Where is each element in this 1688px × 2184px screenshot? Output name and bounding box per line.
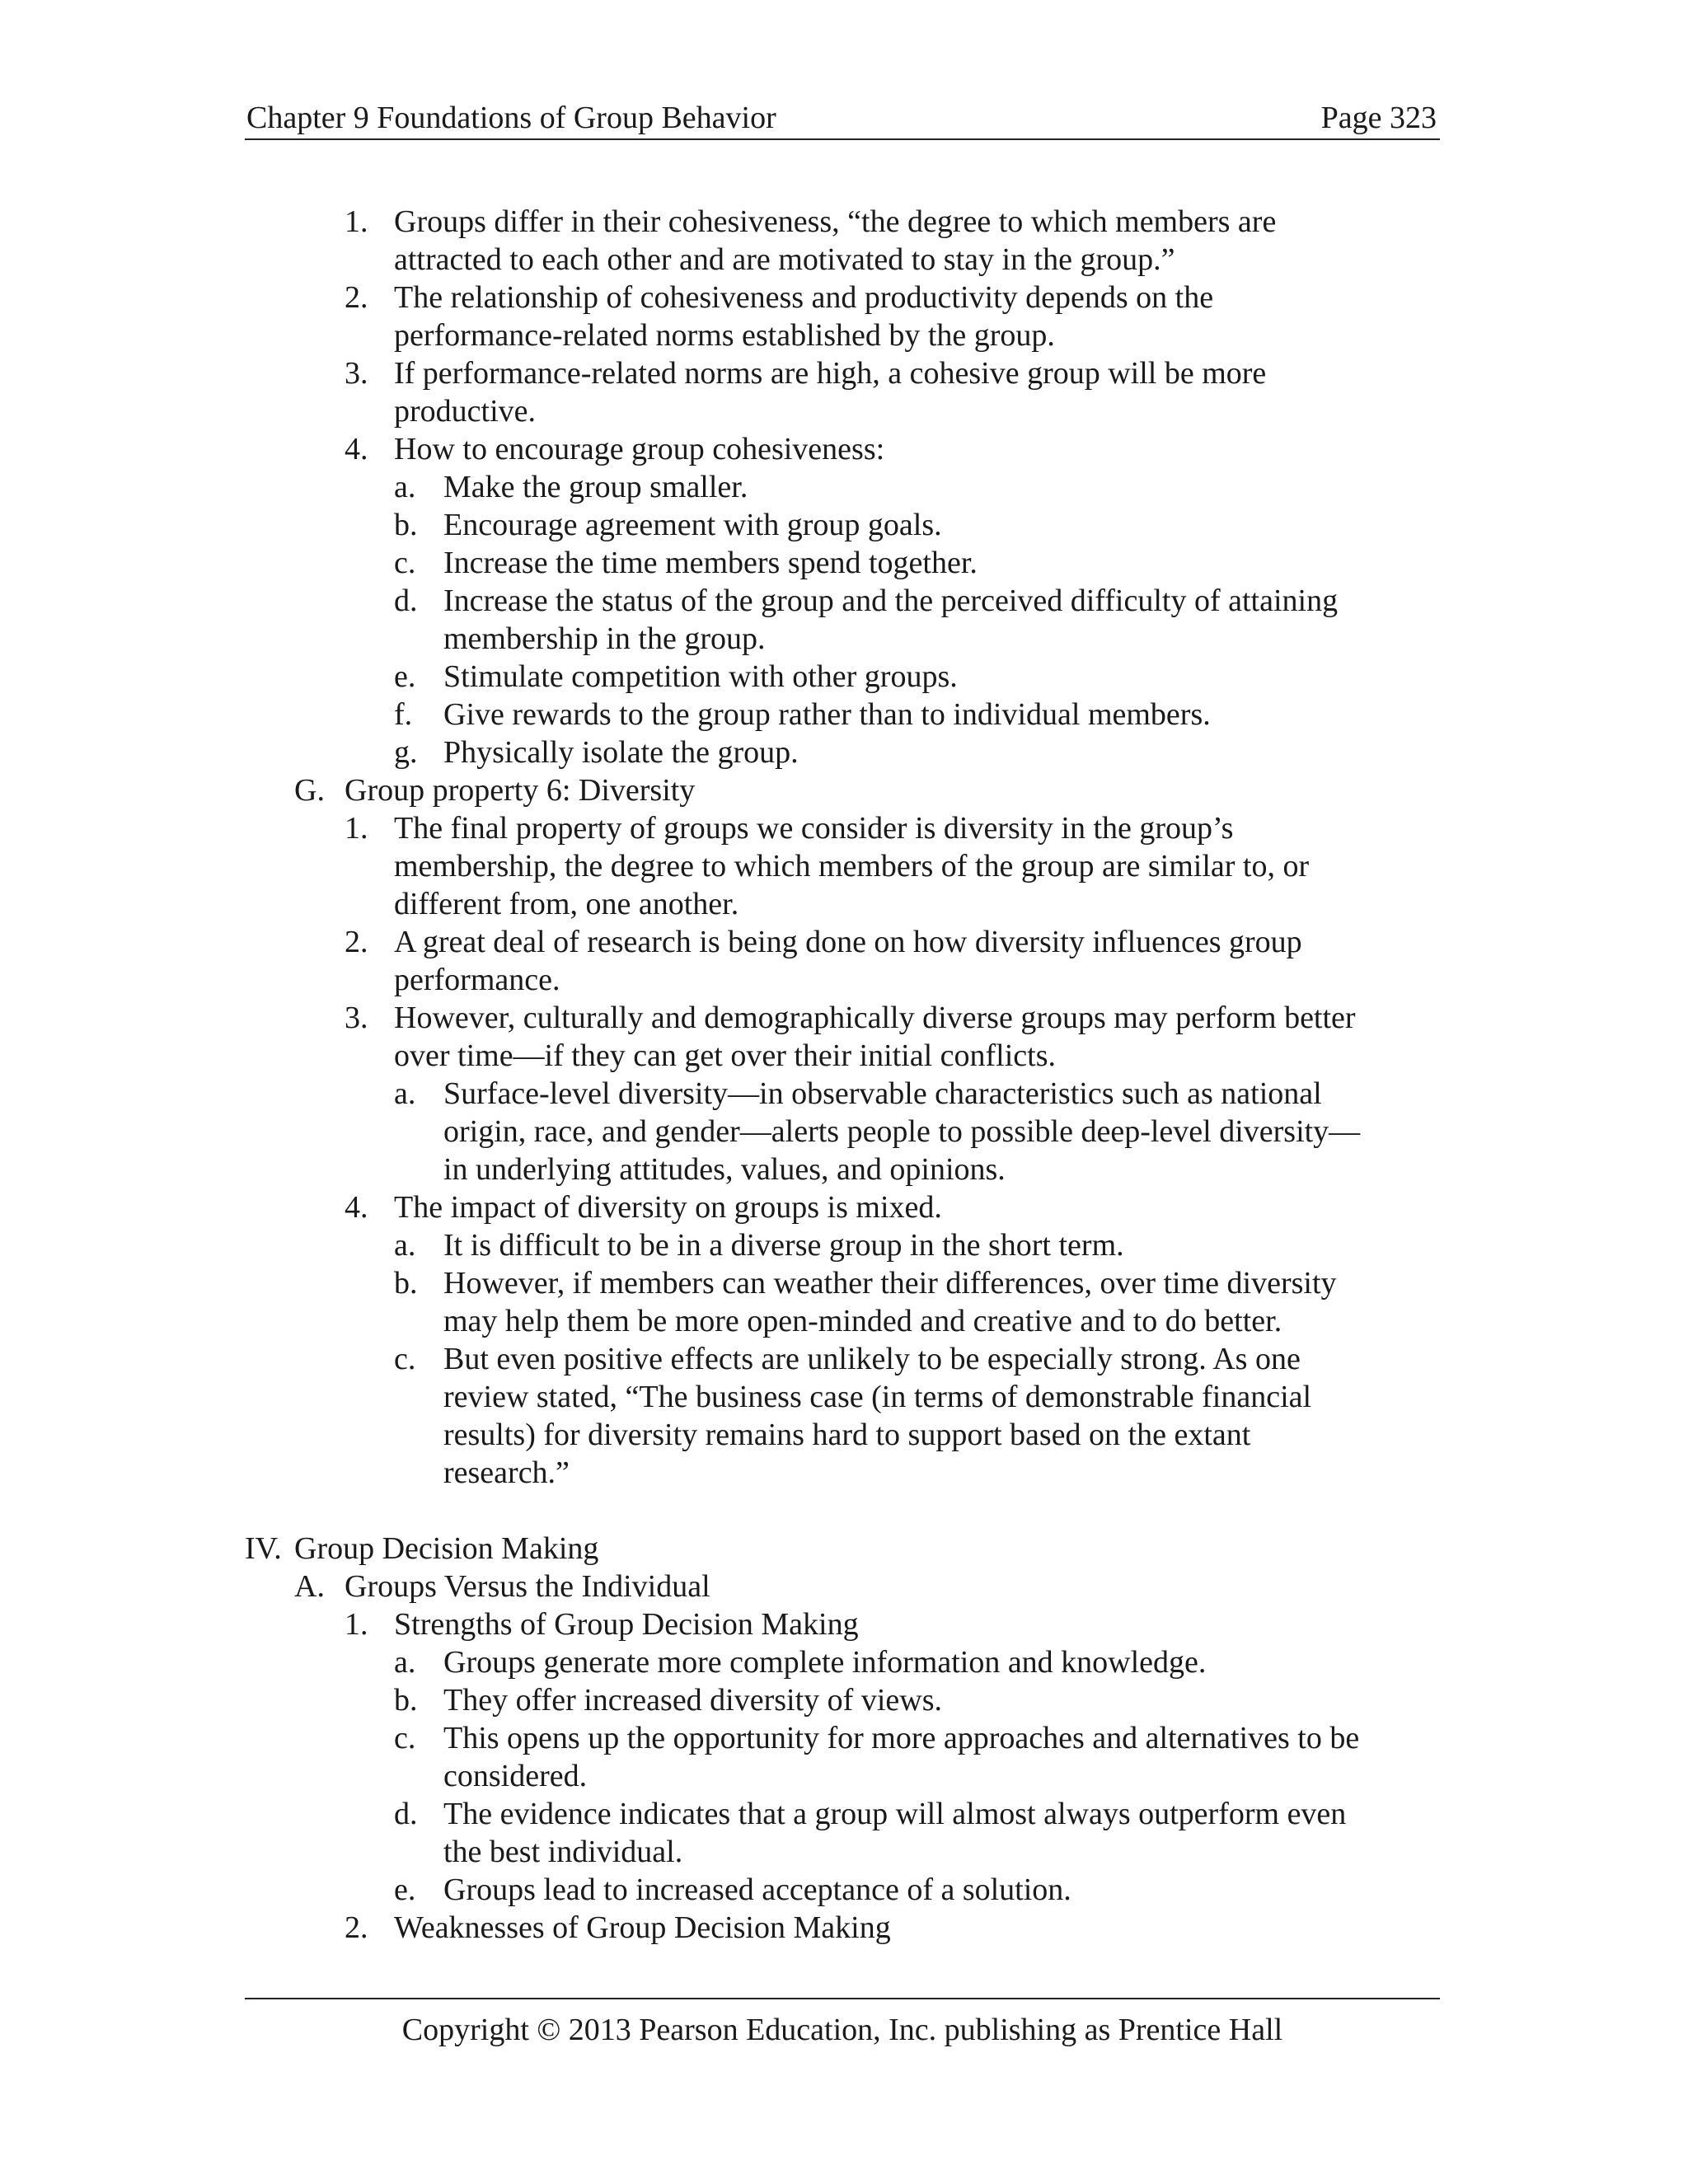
outline-line [0,1909,1688,1947]
outline-line [0,847,1688,885]
list-item-text: A great deal of research is being done on how diversity influences group [394,925,1302,959]
list-item-text: Give rewards to the group rather than to individual members. [443,697,1211,732]
outline-line [0,1075,1688,1113]
list-item-text: Groups differ in their cohesiveness, “the degree to which members are [394,204,1277,239]
outline-line [0,1264,1688,1302]
list-marker: 4. [345,1190,368,1225]
list-item-text: Increase the time members spend together. [443,546,978,580]
list-marker: d. [394,583,418,618]
list-marker: 1. [345,1607,368,1642]
list-item-text: Groups lead to increased acceptance of a solution. [443,1872,1071,1907]
outline-line [0,771,1688,809]
list-item-text: Make the group smaller. [443,470,748,504]
list-marker: 3. [345,1001,368,1035]
blank-line [0,1492,1688,1530]
list-marker: b. [394,1683,418,1718]
outline-line [0,658,1688,696]
list-item-text: However, culturally and demographically diverse groups may perform better [394,1001,1356,1035]
list-marker: A. [294,1569,325,1604]
list-item-text: The evidence indicates that a group will almost always outperform even [443,1797,1347,1831]
list-marker: a. [394,1645,416,1680]
list-item-text: Strengths of Group Decision Making [394,1607,859,1642]
list-marker: 3. [345,356,368,391]
list-item-text: in underlying attitudes, values, and opinions. [443,1152,1006,1187]
outline-line [0,733,1688,771]
outline-line [0,392,1688,430]
outline-line [0,1037,1688,1075]
outline-line [0,1643,1688,1681]
chapter-title: Chapter 9 Foundations of Group Behavior [246,101,776,135]
outline-line [0,1226,1688,1264]
list-item-text: performance. [394,963,560,997]
list-item-text: the best individual. [443,1835,683,1869]
list-item-text: The relationship of cohesiveness and productivity depends on the [394,280,1214,315]
list-item-text: considered. [443,1759,588,1793]
outline-line [0,620,1688,658]
outline-line [0,1302,1688,1340]
list-marker: g. [394,735,418,770]
list-item-text: Weaknesses of Group Decision Making [394,1910,891,1945]
list-marker: e. [394,1872,416,1907]
list-item-text: attracted to each other and are motivated to stay in the group.” [394,242,1175,277]
list-item-text: membership, the degree to which members of the group are similar to, or [394,849,1310,883]
outline-line [0,809,1688,847]
outline-line [0,696,1688,733]
list-item-text: performance-related norms established by the group. [394,318,1055,353]
outline-line [0,544,1688,582]
outline-line [0,468,1688,506]
list-marker: d. [394,1797,418,1831]
document-body [0,203,1688,1947]
outline-line [0,885,1688,923]
outline-line [0,1605,1688,1643]
outline-line [0,1113,1688,1151]
list-marker: 4. [345,432,368,466]
list-item-text: Stimulate competition with other groups. [443,659,958,694]
list-marker: a. [394,1228,416,1263]
list-item-text: may help them be more open-minded and creative and to do better. [443,1304,1282,1338]
list-item-text: Encourage agreement with group goals. [443,508,942,542]
list-marker: IV. [245,1531,282,1566]
outline-line [0,1568,1688,1605]
list-marker: 2. [345,1910,368,1945]
copyright-notice: Copyright © 2013 Pearson Education, Inc. publishing as Prentice Hall [401,2013,1283,2047]
outline-line [0,1681,1688,1719]
list-marker: c. [394,1721,416,1755]
list-item-text: Group Decision Making [294,1531,599,1566]
outline-line [0,506,1688,544]
list-item-text: review stated, “The business case (in terms of demonstrable financial [443,1380,1312,1414]
list-item-text: Groups Versus the Individual [345,1569,710,1604]
list-item-text: research.” [443,1455,570,1490]
list-item-text: different from, one another. [394,887,739,921]
list-marker: 2. [345,925,368,959]
outline-line [0,316,1688,354]
outline-line [0,241,1688,279]
list-marker: 1. [345,204,368,239]
outline-line [0,923,1688,961]
list-item-text: over time—if they can get over their initial conflicts. [394,1038,1057,1073]
list-item-text: productive. [394,394,537,429]
outline-line [0,1871,1688,1909]
list-marker: a. [394,470,416,504]
list-marker: c. [394,1342,416,1376]
outline-line [0,1340,1688,1378]
page-number: Page 323 [1320,101,1437,135]
list-item-text: origin, race, and gender—alerts people to possible deep-level diversity— [443,1114,1361,1149]
list-marker: 2. [345,280,368,315]
outline-line [0,203,1688,241]
list-item-text: results) for diversity remains hard to support based on the extant [443,1418,1251,1452]
list-item-text: They offer increased diversity of views. [443,1683,942,1718]
page-header [245,97,1440,140]
outline-line [0,1188,1688,1226]
outline-line [0,1757,1688,1795]
list-marker: G. [294,773,325,808]
outline-line [0,279,1688,316]
list-item-text: membership in the group. [443,621,766,656]
list-item-text: This opens up the opportunity for more approaches and alternatives to be [443,1721,1360,1755]
outline-line [0,1454,1688,1492]
list-item-text: Group property 6: Diversity [345,773,696,808]
outline-line [0,430,1688,468]
outline-line [0,1719,1688,1757]
outline-line [0,1530,1688,1568]
list-marker: a. [394,1076,416,1111]
list-marker: 1. [345,811,368,846]
list-item-text: The impact of diversity on groups is mixed. [394,1190,942,1225]
outline-line [0,1833,1688,1871]
list-item-text: But even positive effects are unlikely to be especially strong. As one [443,1342,1301,1376]
list-item-text: How to encourage group cohesiveness: [394,432,885,466]
list-marker: f. [394,697,413,732]
list-marker: e. [394,659,416,694]
outline-line [0,1151,1688,1188]
list-item-text: It is difficult to be in a diverse group in the short term. [443,1228,1124,1263]
outline-line [0,1416,1688,1454]
list-marker: c. [394,546,416,580]
list-item-text: However, if members can weather their differences, over time diversity [443,1266,1337,1301]
outline-line [0,999,1688,1037]
list-item-text: The final property of groups we consider is diversity in the group’s [394,811,1234,846]
list-item-text: If performance-related norms are high, a cohesive group will be more [394,356,1267,391]
list-marker: b. [394,1266,418,1301]
list-item-text: Surface-level diversity—in observable characteristics such as national [443,1076,1322,1111]
outline-line [0,1378,1688,1416]
list-item-text: Groups generate more complete information and knowledge. [443,1645,1207,1680]
outline-line [0,354,1688,392]
outline-line [0,961,1688,999]
list-item-text: Physically isolate the group. [443,735,799,770]
outline-line [0,582,1688,620]
list-marker: b. [394,508,418,542]
page-footer [245,1998,1440,2049]
list-item-text: Increase the status of the group and the perceived difficulty of attaining [443,583,1339,618]
outline-line [0,1795,1688,1833]
